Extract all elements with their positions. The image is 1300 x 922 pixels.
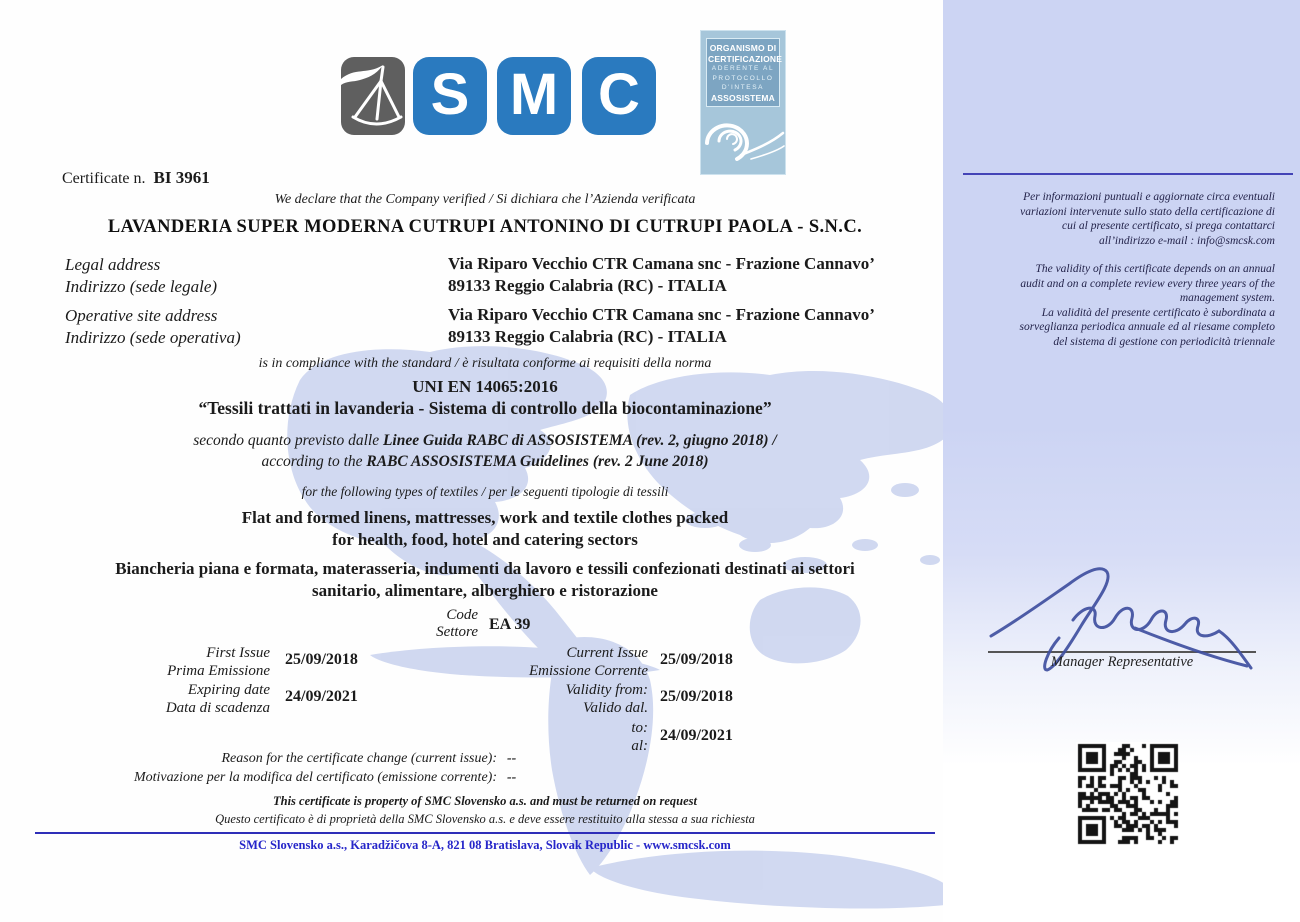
guideline-line-it <box>30 432 940 450</box>
current-issue-label-it: Emissione Corrente <box>528 663 648 679</box>
guideline-prefix-en: according to the <box>261 453 367 470</box>
logo-letter: C <box>598 62 640 127</box>
sidebar-info-line: Per informazioni puntuali e aggiornate circa eventuali <box>1023 191 1275 203</box>
logo-letter: S <box>430 62 470 127</box>
scope-it-line1: Biancheria piana e formata, materasseria, indumenti da lavoro e tessili confezionati destinati ai settori <box>115 559 855 578</box>
expiring-date-label <box>100 681 270 717</box>
badge-line: ASSOSISTEMA <box>710 92 776 103</box>
sidebar-validity-line: La validità del presente certificato è subordinata a <box>1041 306 1275 319</box>
operative-address-line1: Via Riparo Vecchio CTR Camana snc - Frazione Cannavo’ <box>448 305 875 324</box>
guideline-line-en <box>30 453 940 471</box>
current-issue-value: 25/09/2018 <box>660 651 733 668</box>
sidebar-info-line: all’indirizzo e-mail : info@smcsk.com <box>1098 234 1275 247</box>
reason-change-label-it: Motivazione per la modifica del certificato (emissione corrente): <box>133 770 497 785</box>
legal-address-line2: 89133 Reggio Calabria (RC) - ITALIA <box>448 276 727 295</box>
smc-logo-letter-s <box>413 57 487 135</box>
scope-en-line1: Flat and formed linens, mattresses, work and textile clothes packed <box>241 508 729 527</box>
badge-line: ORGANISMO DI <box>709 43 777 53</box>
operative-address-label-en: Operative site address <box>65 306 218 325</box>
assosistema-accreditation-badge <box>700 30 786 175</box>
sidebar-validity-line: The validity of this certificate depends on an annual <box>1035 263 1275 275</box>
validity-from-label <box>478 681 648 717</box>
signature-role-label: Manager Representative <box>1050 654 1194 670</box>
legal-address-label-en: Legal address <box>65 255 161 274</box>
expiring-date-label-en: Expiring date <box>187 682 270 698</box>
certificate-number-line <box>62 168 210 188</box>
valid-to-value: 24/09/2021 <box>660 727 733 744</box>
smc-logo-letter-m <box>497 57 571 135</box>
badge-line: PROTOCOLLO <box>712 74 774 82</box>
sidebar-validity-line: del sistema di gestione con periodicità triennale <box>1053 335 1275 348</box>
first-issue-label-it: Prima Emissione <box>167 663 270 679</box>
valid-to-label <box>478 719 648 755</box>
reason-change-label-en: Reason for the certificate change (current issue): <box>221 751 497 766</box>
badge-text-panel <box>706 38 783 107</box>
guideline-bold-it: Linee Guida RABC di ASSOSISTEMA (rev. 2, giugno 2018) / <box>382 432 777 449</box>
validity-from-label-it: Valido dal. <box>582 700 648 716</box>
validity-from-value: 25/09/2018 <box>660 688 733 705</box>
smc-logo-scales-tile <box>341 57 405 135</box>
sector-code-label <box>380 607 478 641</box>
declaration-line: We declare that the Company verified / Si dichiara che l’Azienda verificata <box>274 192 696 207</box>
current-issue-label-en: Current Issue <box>566 645 648 661</box>
first-issue-value: 25/09/2018 <box>285 651 358 668</box>
valid-to-label-en: to: <box>631 720 648 736</box>
operative-address-line2: 89133 Reggio Calabria (RC) - ITALIA <box>448 327 727 346</box>
company-name: LAVANDERIA SUPER MODERNA CUTRUPI ANTONINO DI CUTRUPI PAOLA - S.N.C. <box>107 217 863 237</box>
legal-address-label-it: Indirizzo (sede legale) <box>65 277 218 296</box>
logo-letter: M <box>509 62 559 127</box>
footer-divider <box>35 832 935 834</box>
scope-intro: for the following types of textiles / per le seguenti tipologie di tessili <box>301 484 669 499</box>
sector-code-label-en: Code <box>446 607 478 623</box>
guideline-bold-en: RABC ASSOSISTEMA Guidelines (rev. 2 June 2018) <box>366 453 709 470</box>
scope-it-line2: sanitario, alimentare, alberghiero e ristorazione <box>312 581 658 600</box>
sidebar-divider <box>963 173 1293 175</box>
valid-to-label-it: al: <box>631 738 648 754</box>
smc-logo-letter-c <box>582 57 656 135</box>
sector-code-value: EA 39 <box>489 616 531 633</box>
expiring-date-value: 24/09/2021 <box>285 688 358 705</box>
sidebar-validity-text <box>983 262 1275 350</box>
qr-code <box>1076 742 1180 846</box>
sidebar-validity-line: audit and on a complete review every three years of the <box>1020 277 1275 290</box>
compliance-line: is in compliance with the standard / è risultata conforme ai requisiti della norma <box>258 356 712 371</box>
certificate-number-value: BI 3961 <box>153 168 210 187</box>
sidebar-info-line: cui al presente certificato, si prega contattarci <box>1061 220 1275 233</box>
sidebar-validity-line: sorveglianza periodica annuale ed al riesame completo <box>1019 321 1275 334</box>
badge-line: CERTIFICAZIONE <box>708 53 783 64</box>
first-issue-label-en: First Issue <box>206 645 270 661</box>
legal-address-line1: Via Riparo Vecchio CTR Camana snc - Frazione Cannavo’ <box>448 254 875 273</box>
operative-address-label-it: Indirizzo (sede operativa) <box>65 328 241 347</box>
wave-swirl-icon <box>701 109 785 161</box>
sidebar-validity-line: management system. <box>1179 292 1275 305</box>
footer-company-address: SMC Slovensko a.s., Karadžičova 8-A, 821 08 Bratislava, Slovak Republic - www.smcsk.com <box>239 838 731 852</box>
validity-from-label-en: Validity from: <box>565 682 648 698</box>
standard-title: “Tessili trattati in lavanderia - Sistema di controllo della biocontaminazione” <box>198 398 772 418</box>
certificate-number-label: Certificate n. <box>62 170 146 187</box>
sidebar-info-text <box>983 190 1275 248</box>
property-statement-en: This certificate is property of SMC Slovensko a.s. and must be returned on request <box>273 794 697 808</box>
current-issue-label <box>478 644 648 680</box>
guideline-prefix-it: secondo quanto previsto dalle <box>193 432 383 449</box>
sector-code-label-it: Settore <box>436 624 478 640</box>
standard-code: UNI EN 14065:2016 <box>412 377 558 396</box>
expiring-date-label-it: Data di scadenza <box>165 700 270 716</box>
scope-en-line2: for health, food, hotel and catering sectors <box>332 530 638 549</box>
reason-change-value-en: -- <box>507 751 517 766</box>
badge-line: ADERENTE AL <box>711 65 775 72</box>
badge-line: D'INTESA <box>721 84 765 91</box>
sidebar-info-line: variazioni intervenute sullo stato della certificazione di <box>1020 205 1275 218</box>
property-statement-it: Questo certificato è di proprietà della SMC Slovensko a.s. e deve essere restituito alla stessa a sua richiesta <box>215 812 755 826</box>
reason-change-value-it: -- <box>507 770 517 785</box>
balance-scales-icon <box>341 57 405 135</box>
first-issue-label <box>100 644 270 680</box>
